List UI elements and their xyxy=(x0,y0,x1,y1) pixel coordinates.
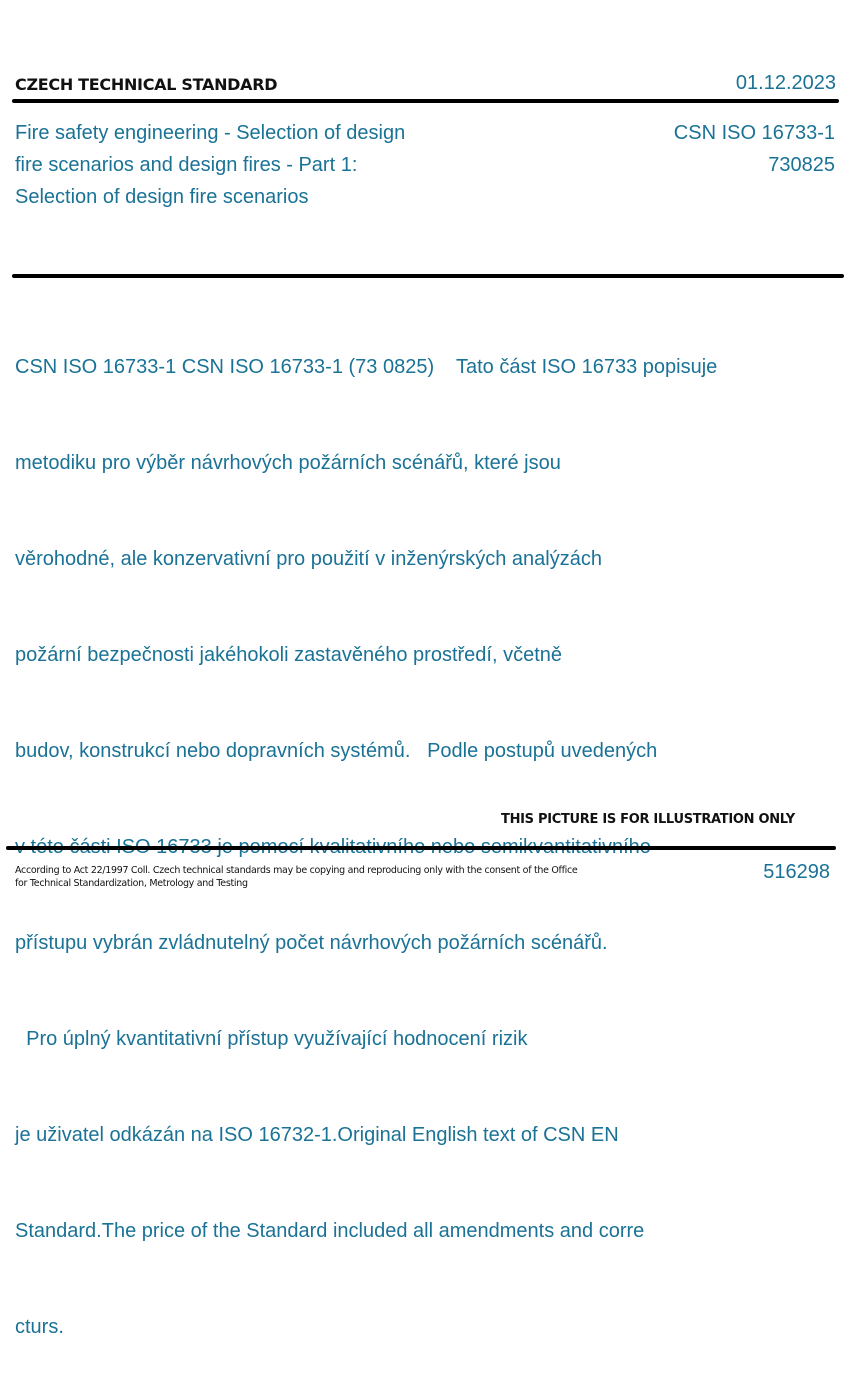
standard-title xyxy=(15,117,405,213)
document-type-heading: CZECH TECHNICAL STANDARD xyxy=(15,75,278,94)
abstract-line: je uživatel odkázán na ISO 16732-1.Original English text of CSN EN xyxy=(15,1124,619,1146)
middle-divider xyxy=(12,274,844,278)
title-line: Fire safety engineering - Selection of design xyxy=(15,122,406,144)
abstract-line: CSN ISO 16733-1 CSN ISO 16733-1 (73 0825) Tato část ISO 16733 popisuje xyxy=(15,356,718,378)
abstract-line: požární bezpečnosti jakéhokoli zastavěného prostředí, včetně xyxy=(15,644,563,666)
abstract-line: Pro úplný kvantitativní přístup využívající hodnocení rizik xyxy=(15,1028,528,1050)
abstract-line: budov, konstrukcí nebo dopravních systémů. Podle postupů uvedených xyxy=(15,740,658,762)
bottom-divider xyxy=(6,846,836,850)
abstract-line: cturs. xyxy=(15,1316,64,1338)
title-line: Selection of design fire scenarios xyxy=(15,186,309,208)
abstract-line: přístupu vybrán zvládnutelný počet návrhových požárních scénářů. xyxy=(15,932,608,954)
publication-date: 01.12.2023 xyxy=(735,72,836,94)
abstract-text xyxy=(15,287,717,1375)
top-divider xyxy=(12,99,839,103)
title-line: fire scenarios and design fires - Part 1: xyxy=(15,154,358,176)
legal-line: According to Act 22/1997 Coll. Czech technical standards may be copying and reproducing only with the consent of the Office xyxy=(15,865,578,876)
abstract-line: věrohodné, ale konzervativní pro použití v inženýrských analýzách xyxy=(15,548,602,570)
legal-notice xyxy=(15,864,577,890)
catalog-number: 516298 xyxy=(763,861,830,883)
standard-identifiers xyxy=(674,117,835,181)
standard-code: CSN ISO 16733-1 xyxy=(673,122,835,144)
abstract-line: Standard.The price of the Standard included all amendments and corre xyxy=(15,1220,645,1242)
class-number: 730825 xyxy=(768,154,835,176)
abstract-line: metodiku pro výběr návrhových požárních scénářů, které jsou xyxy=(15,452,561,474)
illustration-note: THIS PICTURE IS FOR ILLUSTRATION ONLY xyxy=(501,812,795,827)
legal-line: for Technical Standardization, Metrology and Testing xyxy=(15,878,248,889)
